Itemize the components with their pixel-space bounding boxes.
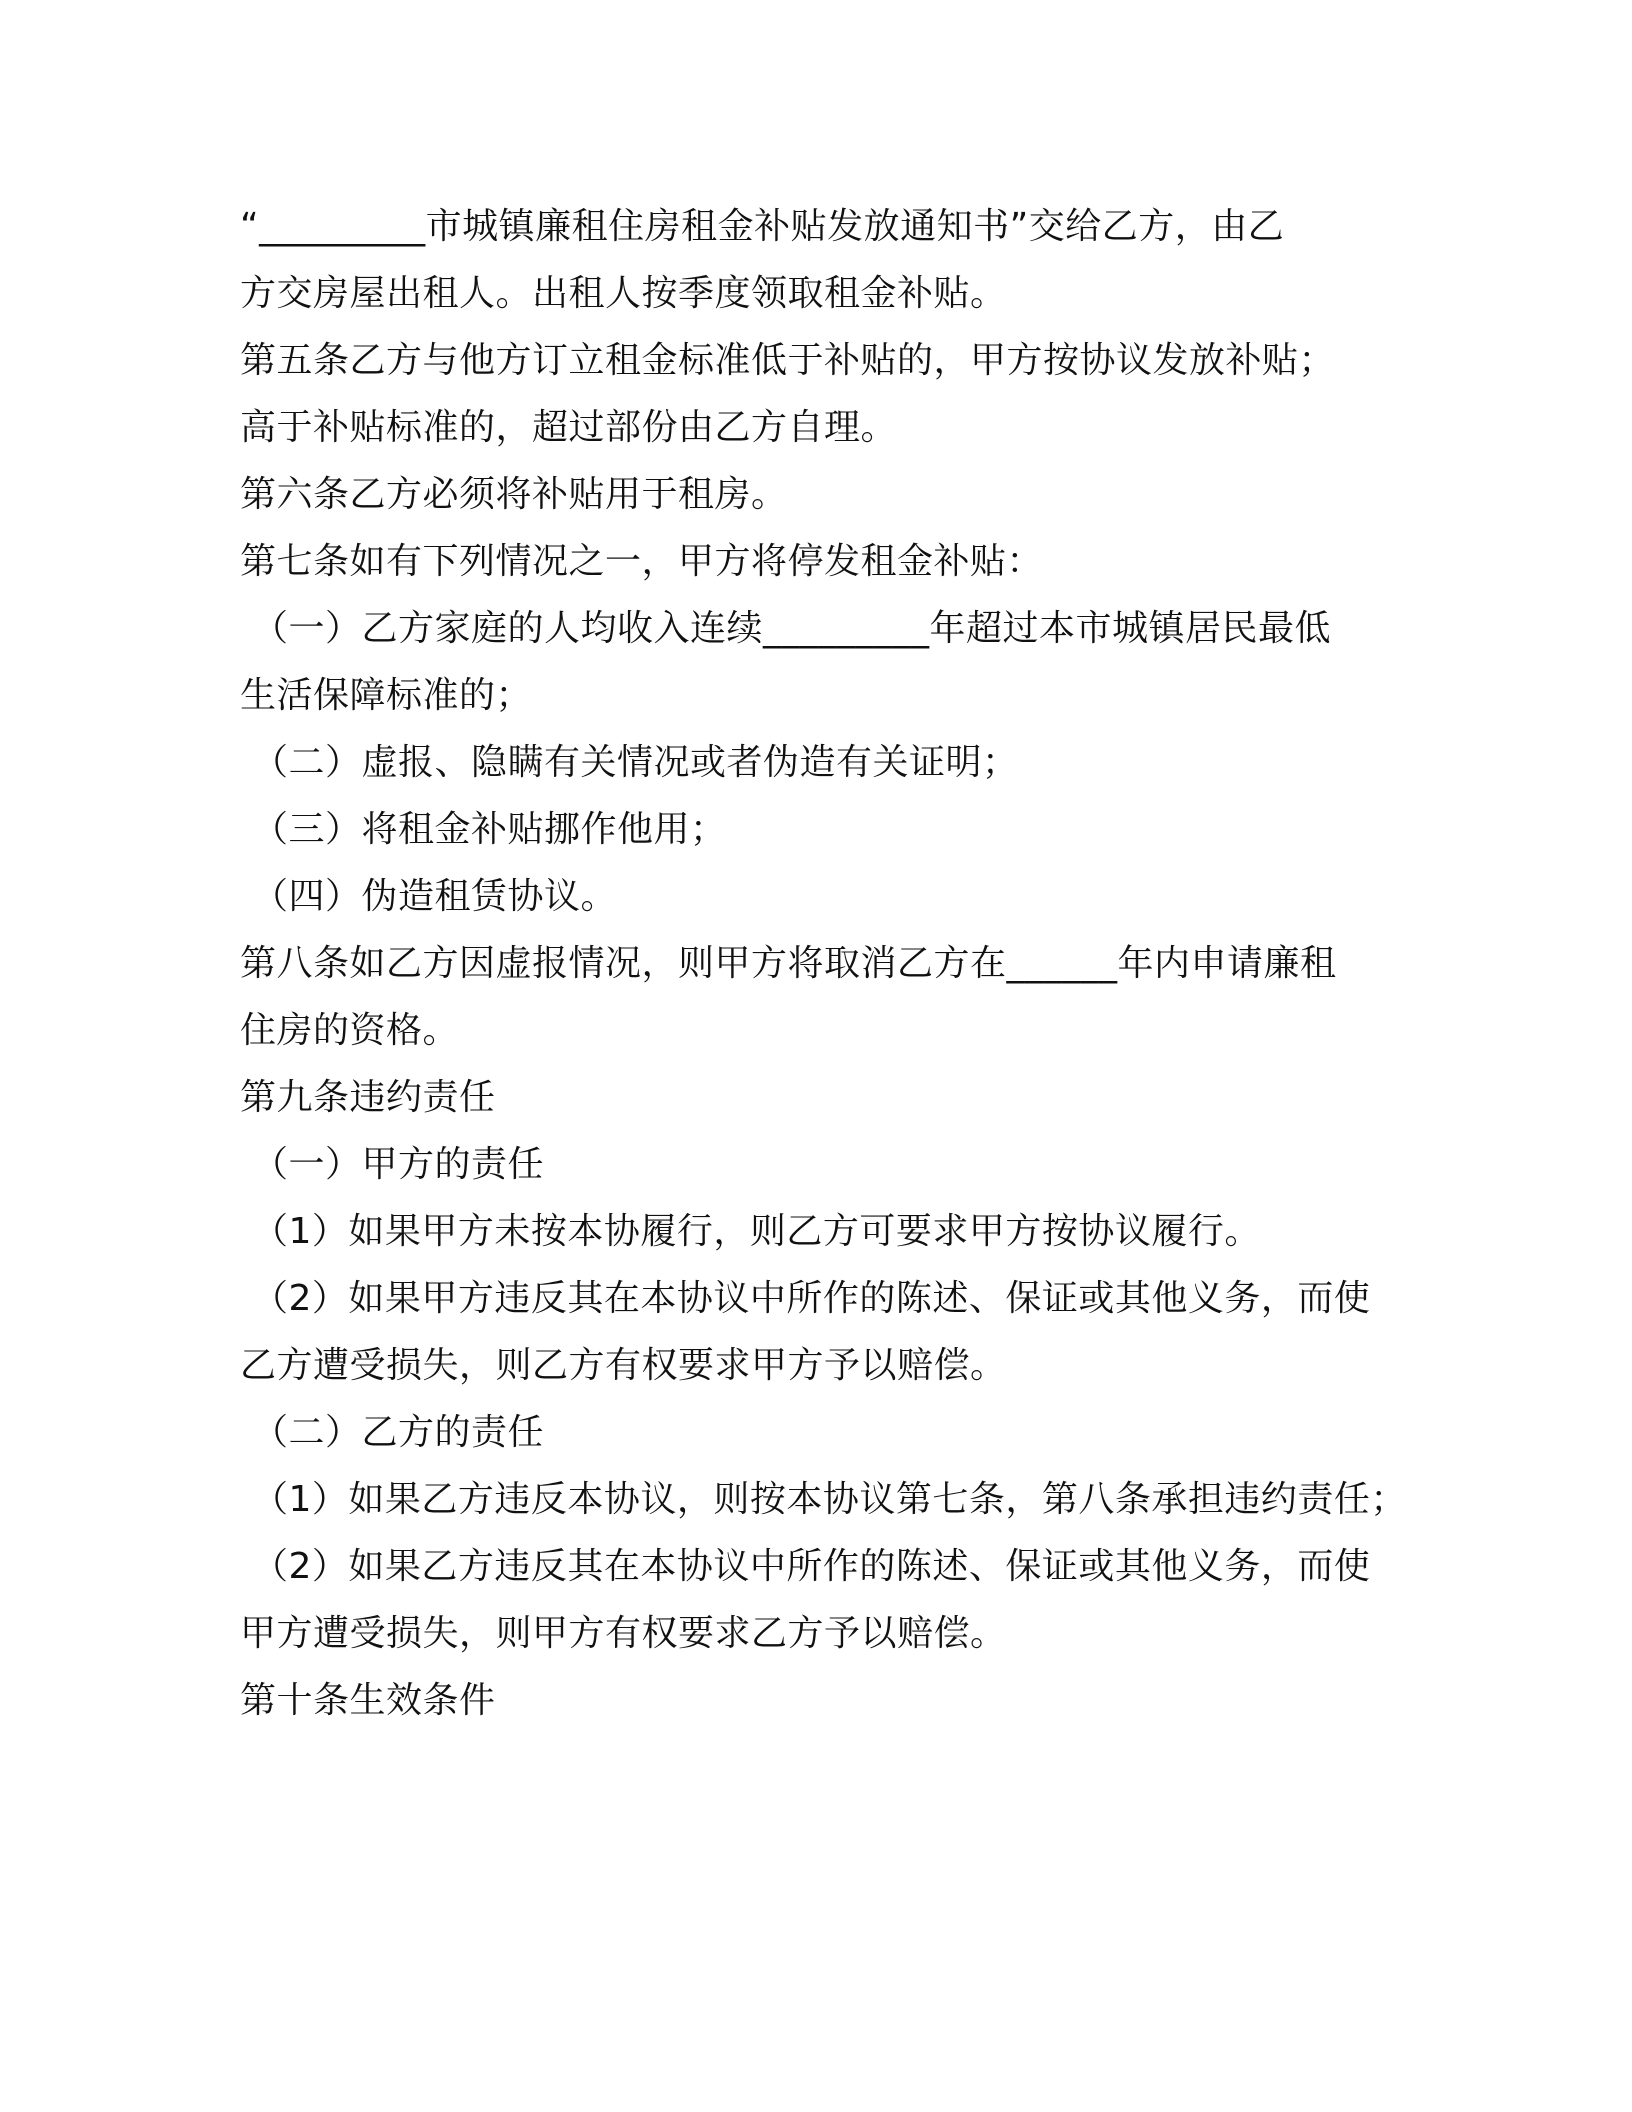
text-line-article-7-item-1-cont: 生活保障标准的；: [240, 675, 533, 716]
text-line-article-7: 第七条如有下列情况之一，甲方将停发租金补贴：: [240, 541, 1044, 582]
text-line-party-a-liability-heading: （一）甲方的责任: [252, 1144, 545, 1185]
text-line-article-7-item-4: （四）伪造租赁协议。: [252, 876, 618, 917]
text-line-article-7-item-1: （一）乙方家庭的人均收入连续_________年超过本市城镇居民最低: [252, 608, 1332, 649]
text-line-article-6: 第六条乙方必须将补贴用于租房。: [240, 474, 788, 515]
text-line-article-8-cont: 住房的资格。: [240, 1010, 460, 1051]
text-line-article-7-item-2: （二）虚报、隐瞒有关情况或者伪造有关证明；: [252, 742, 1019, 783]
text-line-article-9-heading: 第九条违约责任: [240, 1077, 496, 1118]
text-line-article-5: 第五条乙方与他方订立租金标准低于补贴的，甲方按协议发放补贴；: [240, 340, 1336, 381]
text-line-article-8: 第八条如乙方因虚报情况，则甲方将取消乙方在______年内申请廉租: [240, 943, 1337, 984]
text-line-party-b-liability-2-cont: 甲方遭受损失，则甲方有权要求乙方予以赔偿。: [240, 1613, 1007, 1654]
text-line-party-a-liability-2: （2）如果甲方违反其在本协议中所作的陈述、保证或其他义务，而使: [252, 1278, 1371, 1319]
text-line-party-b-liability-heading: （二）乙方的责任: [252, 1412, 545, 1453]
document-body: [240, 193, 1420, 1734]
text-line-notice-continuation: “_________市城镇廉租住房租金补贴发放通知书”交给乙方，由乙: [240, 206, 1285, 247]
text-line-party-b-liability-2: （2）如果乙方违反其在本协议中所作的陈述、保证或其他义务，而使: [252, 1546, 1371, 1587]
text-line-article-10-heading: 第十条生效条件: [240, 1680, 496, 1721]
text-line-landlord-quarterly: 方交房屋出租人。出租人按季度领取租金补贴。: [240, 273, 1007, 314]
text-line-article-7-item-3: （三）将租金补贴挪作他用；: [252, 809, 727, 850]
text-line-party-b-liability-1: （1）如果乙方违反本协议，则按本协议第七条，第八条承担违约责任；: [252, 1479, 1407, 1520]
text-line-party-a-liability-1: （1）如果甲方未按本协履行，则乙方可要求甲方按协议履行。: [252, 1211, 1261, 1252]
text-line-article-5-cont: 高于补贴标准的，超过部份由乙方自理。: [240, 407, 898, 448]
text-line-party-a-liability-2-cont: 乙方遭受损失，则乙方有权要求甲方予以赔偿。: [240, 1345, 1007, 1386]
